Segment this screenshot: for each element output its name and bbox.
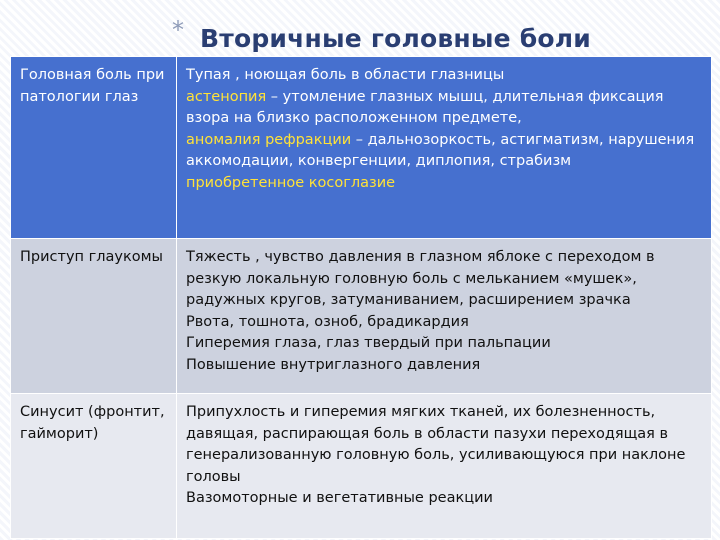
table-row — [11, 394, 712, 539]
symptom-line: аномалия рефракции – дальнозоркость, астигматизм, нарушения аккомодации, конвергенции, диплопия, страбизм — [186, 131, 695, 169]
slide-header — [0, 16, 720, 58]
headache-table — [10, 56, 712, 539]
asterisk-bullet-icon: * — [172, 16, 184, 44]
symptom-line: Припухлость и гиперемия мягких тканей, их болезненность, давящая, распирающая боль в области пазухи переходящая в генерализованную головную боль, усиливающуюся при наклоне головы — [186, 404, 686, 485]
cause-label: Приступ глаукомы — [20, 249, 163, 265]
cause-cell — [11, 57, 177, 239]
cause-label: Головная боль при патологии глаз — [20, 67, 165, 105]
symptom-line: Повышение внутриглазного давления — [186, 356, 481, 373]
symptom-line: астенопия – утомление глазных мышц, длительная фиксация взора на близко расположенном предмете, — [186, 88, 664, 126]
cause-label: Синусит (фронтит, гайморит) — [20, 404, 165, 442]
highlight-term: астенопия — [186, 88, 267, 105]
symptom-line: Гиперемия глаза, глаз твердый при пальпации — [186, 335, 551, 351]
symptom-line: Тяжесть , чувство давления в глазном яблоке с переходом в резкую локальную головную боль с мельканием «мушек», радужных кругов, затуманиванием, расширением зрачка — [186, 249, 655, 308]
symptom-line: Вазомоторные и вегетативные реакции — [186, 490, 493, 506]
symptoms-cell — [177, 239, 712, 394]
table-row — [11, 239, 712, 394]
highlight-term: аномалия рефракции — [186, 131, 352, 148]
slide-title: Вторичные головные боли — [200, 24, 591, 53]
symptoms-cell — [177, 394, 712, 539]
symptom-line: Рвота, тошнота, озноб, брадикардия — [186, 313, 469, 330]
table-row — [11, 57, 712, 239]
symptom-line: Тупая , ноющая боль в области глазницы — [186, 67, 505, 83]
cause-cell — [11, 239, 177, 394]
cause-cell — [11, 394, 177, 539]
highlight-term: приобретенное косоглазие — [186, 174, 396, 191]
symptoms-cell — [177, 57, 712, 239]
symptom-line — [186, 173, 703, 195]
